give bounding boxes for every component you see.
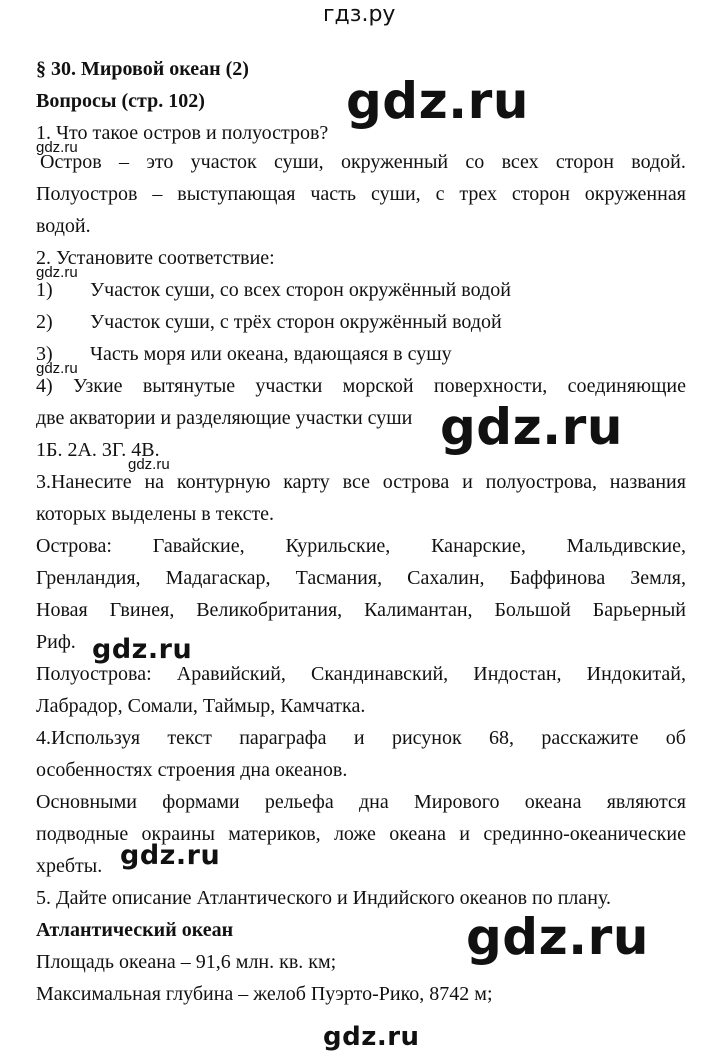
q1-question: 1. Что такое остров и полуостров? (36, 122, 329, 144)
q2-item-4-line-1: 4) Узкие вытянутые участки морской поверхности, соединяющие (36, 375, 686, 397)
q1-answer-line-1: Остров – это участок суши, окруженный со всех сторон водой. (40, 151, 686, 173)
questions-subtitle: Вопросы (стр. 102) (36, 90, 205, 112)
q5-line-2: Максимальная глубина – желоб Пуэрто-Рико, 8742 м; (36, 983, 493, 1005)
q3-islands-line-1: Острова: Гавайские, Курильские, Канарские, Мальдивские, (36, 535, 686, 557)
page-header-site: гдз.ру (323, 2, 396, 27)
q5-heading: Атлантический океан (36, 919, 234, 941)
section-title: § 30. Мировой океан (2) (36, 58, 249, 80)
q2-item-3: 3) Часть моря или океана, вдающаяся в сушу (36, 343, 452, 365)
watermark-mid: gdz.ru (92, 634, 193, 665)
q5-question: 5. Дайте описание Атлантического и Индийского океанов по плану. (36, 887, 611, 909)
q4-answer-line-1: Основными формами рельефа дна Мирового океана являются (36, 791, 686, 813)
q3-question-line-2: которых выделены в тексте. (36, 503, 275, 525)
watermark-small: gdz.ru (36, 360, 78, 377)
q4-answer-line-3: хребты. (36, 855, 103, 877)
watermark-mid: gdz.ru (120, 840, 221, 871)
watermark-big: gdz.ru (466, 908, 649, 966)
watermark-small: gdz.ru (36, 264, 78, 281)
q1-answer-line-2: Полуостров – выступающая часть суши, с трех сторон окруженная (36, 183, 686, 205)
q4-answer-line-2: подводные окраины материков, ложе океана и срединно-океанические (36, 823, 686, 845)
q3-islands-line-4: Риф. (36, 631, 76, 653)
q3-peninsulas-line-1: Полуострова: Аравийский, Скандинавский, Индостан, Индокитай, (36, 663, 686, 685)
q2-item-1: 1) Участок суши, со всех сторон окружённый водой (36, 279, 511, 301)
watermark-small: gdz.ru (128, 456, 170, 473)
q3-peninsulas-line-2: Лабрадор, Сомали, Таймыр, Камчатка. (36, 695, 366, 717)
q4-question-line-1: 4.Используя текст параграфа и рисунок 68, расскажите об (36, 727, 686, 749)
q2-question: 2. Установите соответствие: (36, 247, 275, 269)
q4-question-line-2: особенностях строения дна океанов. (36, 759, 348, 781)
q2-answer: 1Б. 2А. 3Г. 4В. (36, 439, 160, 461)
q3-islands-line-2: Гренландия, Мадагаскар, Тасмания, Сахалин, Баффинова Земля, (36, 567, 686, 589)
q3-question-line-1: 3.Нанесите на контурную карту все острова и полуострова, названия (36, 471, 686, 493)
q2-item-4-line-2: две акватории и разделяющие участки суши (36, 407, 413, 429)
page-footer-site: gdz.ru (323, 1022, 420, 1052)
watermark-big: gdz.ru (346, 72, 529, 130)
q5-line-1: Площадь океана – 91,6 млн. кв. км; (36, 951, 337, 973)
watermark-small: gdz.ru (36, 139, 78, 156)
watermark-big: gdz.ru (440, 398, 623, 456)
q3-islands-line-3: Новая Гвинея, Великобритания, Калимантан, Большой Барьерный (36, 599, 686, 621)
q1-answer-line-3: водой. (36, 215, 91, 237)
q2-item-2: 2) Участок суши, с трёх сторон окружённый водой (36, 311, 502, 333)
